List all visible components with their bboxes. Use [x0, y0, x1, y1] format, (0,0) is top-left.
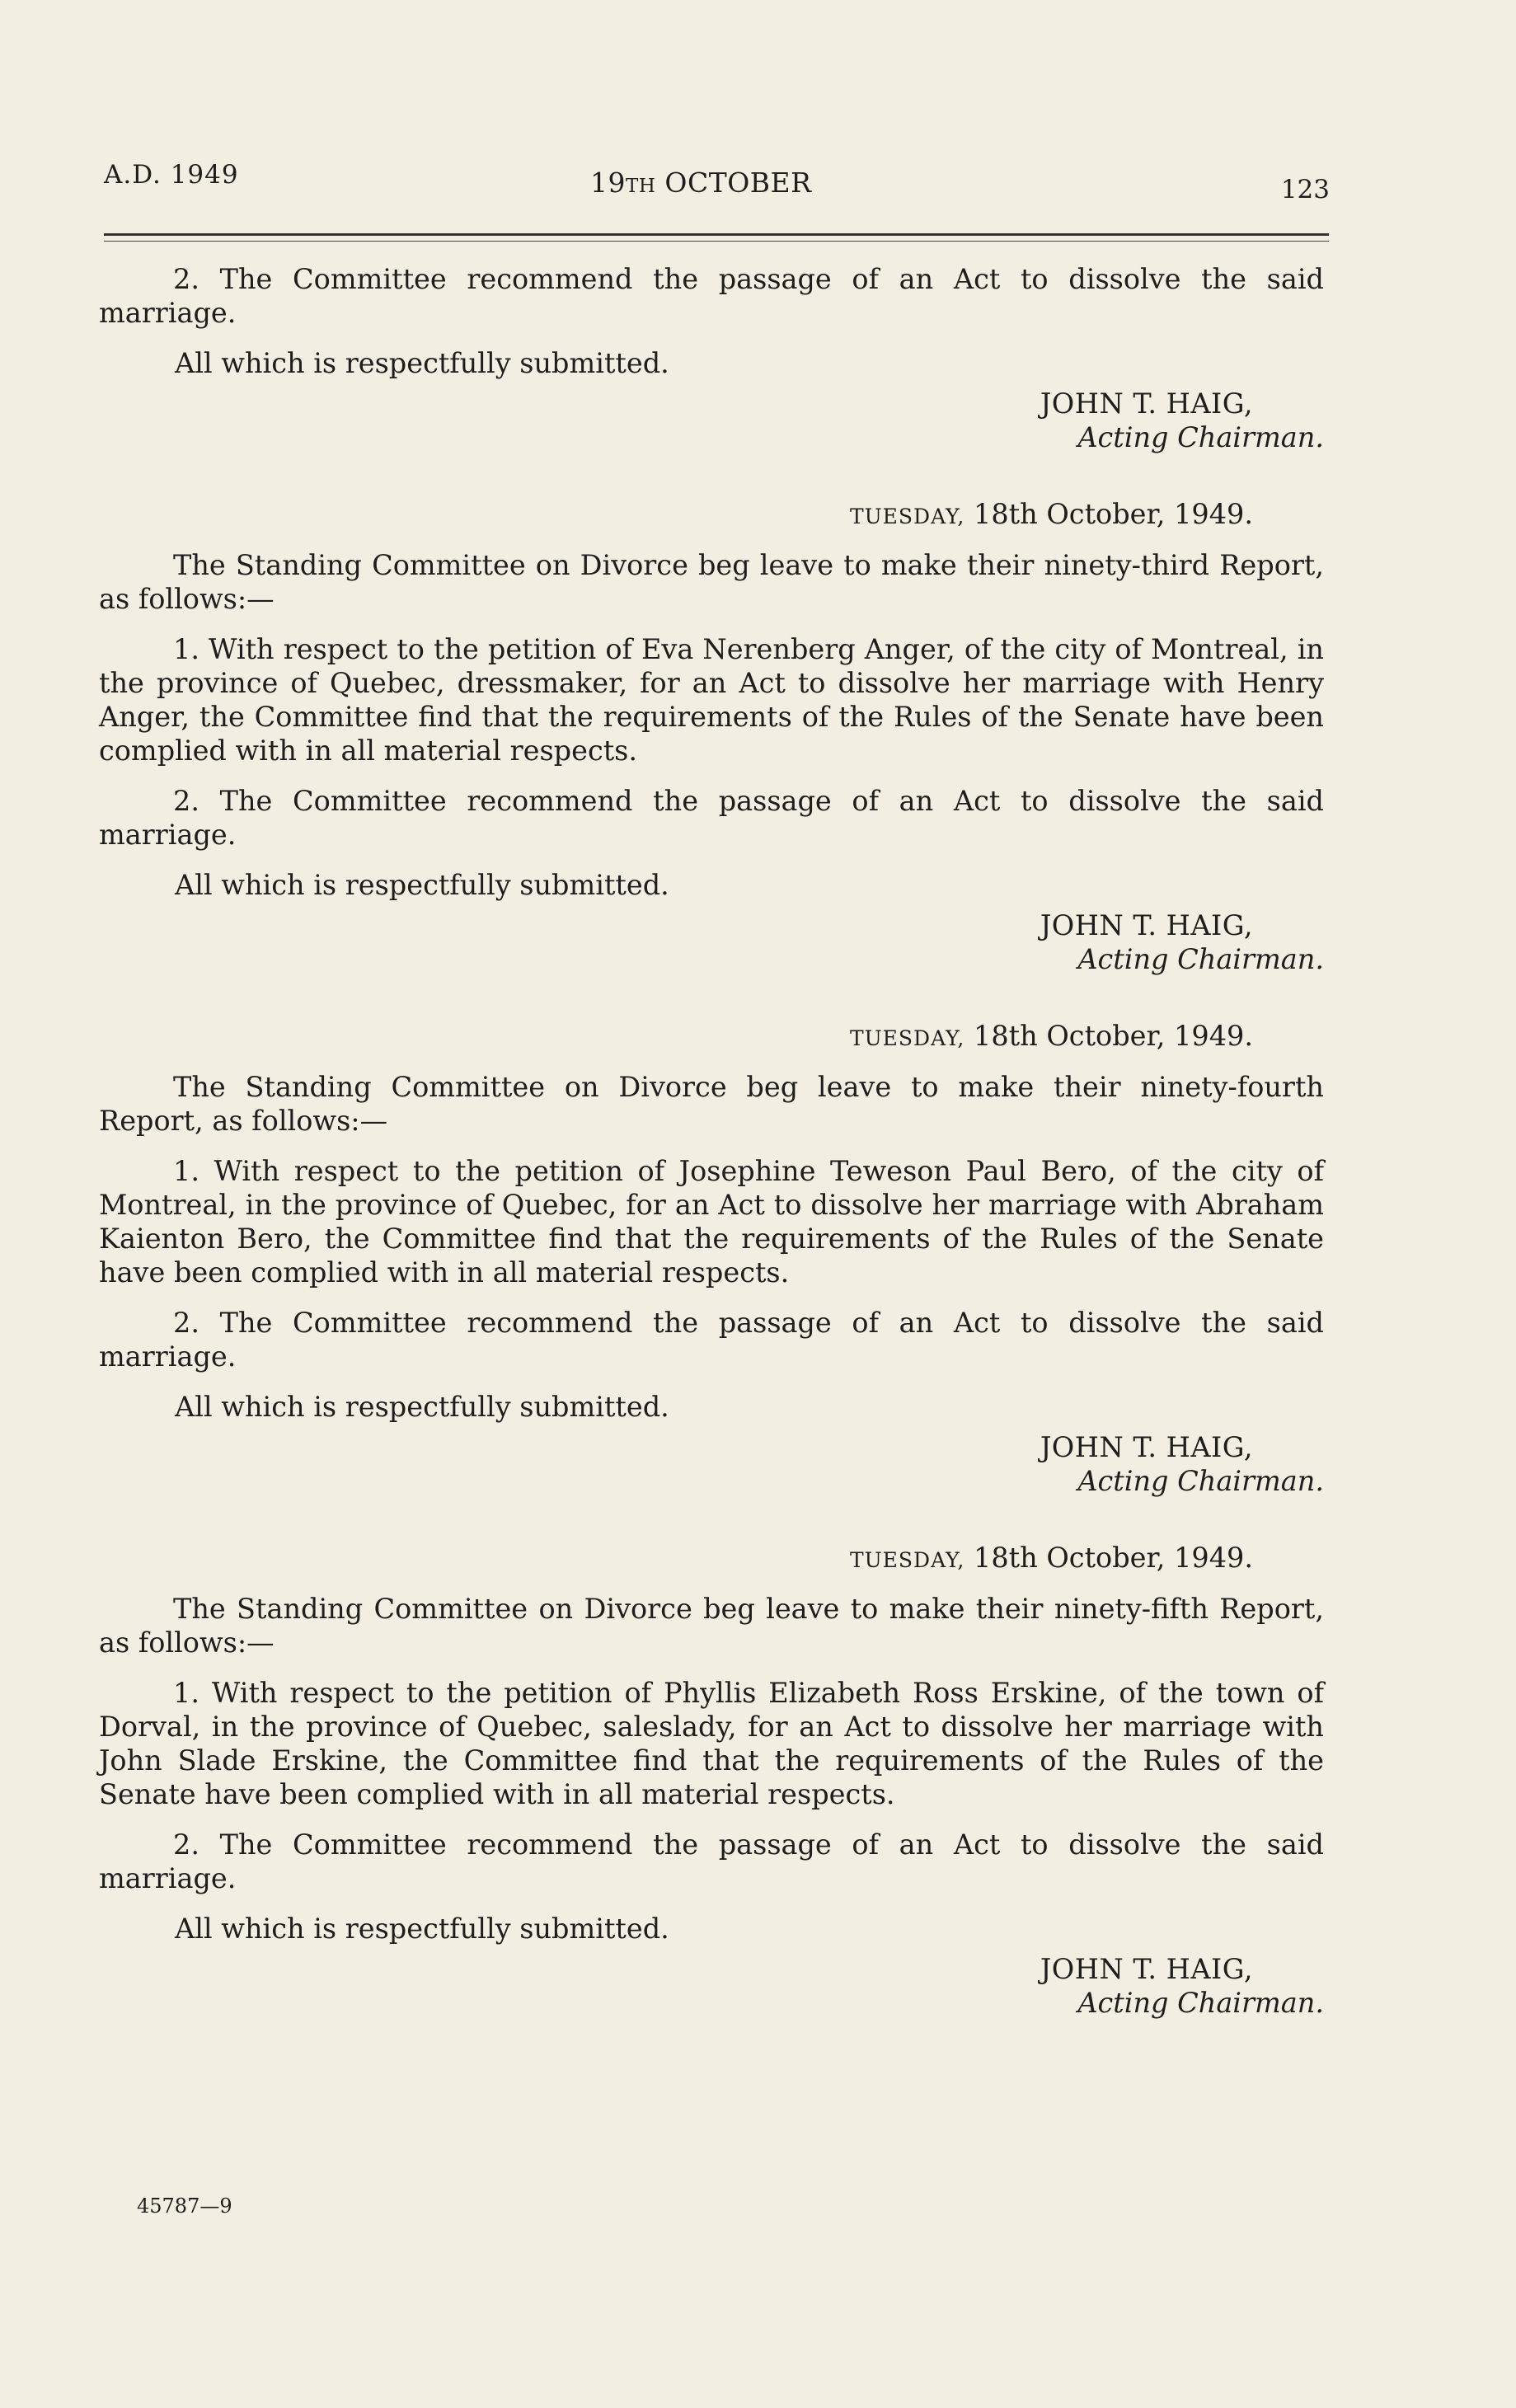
header-date: [590, 167, 811, 199]
report-date-rest: 18th October, 1949.: [965, 498, 1253, 530]
signer-name: JOHN T. HAIG,: [1040, 1431, 1253, 1463]
report-paragraph-2: 2. The Committee recommend the passage of an Act to dissolve the said marriage.: [99, 1307, 1324, 1373]
report-ninety-fifth: [99, 1541, 1324, 2020]
submitted-line: All which is respectfully submitted.: [175, 1913, 669, 1945]
printer-code: 45787—9: [137, 2194, 232, 2218]
header-rule-thick: [104, 233, 1329, 236]
report-intro: The Standing Committee on Divorce beg leave to make their ninety-fifth Report, as follows:—: [99, 1593, 1324, 1659]
signer-title: Acting Chairman.: [1077, 421, 1324, 453]
report-paragraph-2: 2. The Committee recommend the passage of an Act to dissolve the said marriage.: [99, 785, 1324, 851]
submitted-line: All which is respectfully submitted.: [175, 1391, 669, 1423]
signer-title: Acting Chairman.: [1077, 1465, 1324, 1497]
header-rule-thin: [104, 241, 1329, 242]
report-paragraph-2: 2. The Committee recommend the passage of an Act to dissolve the said marriage.: [99, 263, 1324, 329]
signer-name: JOHN T. HAIG,: [1040, 909, 1253, 941]
report-date-rest: 18th October, 1949.: [965, 1542, 1253, 1574]
header-date-suffix: TH: [626, 176, 656, 197]
report-paragraph-2: 2. The Committee recommend the passage of an Act to dissolve the said marriage.: [99, 1828, 1324, 1894]
signer-title: Acting Chairman.: [1077, 1987, 1324, 2019]
continued-report: [99, 262, 1324, 454]
report-date-day: TUESDAY,: [849, 1548, 965, 1572]
report-paragraph-1: 1. With respect to the petition of Phyllis Elizabeth Ross Erskine, of the town of Dorval, in the province of Quebec, saleslady, for an Act to dissolve her marriage with John Slade Erskine, the Committee find that the requirements of the Rules of the Senate have been complied with in all material respects.: [99, 1677, 1324, 1810]
header-date-month: OCTOBER: [664, 167, 812, 199]
report-date: [99, 497, 1324, 533]
submitted-line: All which is respectfully submitted.: [175, 347, 669, 379]
report-date: [99, 1541, 1324, 1577]
report-ninety-fourth: [99, 1019, 1324, 1498]
report-date-day: TUESDAY,: [849, 505, 965, 528]
report-intro: The Standing Committee on Divorce beg leave to make their ninety-fourth Report, as follows:—: [99, 1071, 1324, 1137]
report-paragraph-1: 1. With respect to the petition of Eva Nerenberg Anger, of the city of Montreal, in the province of Quebec, dressmaker, for an Act to dissolve her marriage with Henry Anger, the Committee find that the requirements of the Rules of the Senate have been complied with in all material respects.: [99, 633, 1324, 767]
report-date-rest: 18th October, 1949.: [965, 1020, 1253, 1052]
page-number: 123: [1280, 175, 1330, 204]
submitted-line: All which is respectfully submitted.: [175, 869, 669, 901]
report-ninety-third: [99, 497, 1324, 976]
report-date: [99, 1019, 1324, 1055]
running-head: [104, 155, 1330, 204]
page-body: [99, 262, 1324, 2020]
report-date-day: TUESDAY,: [849, 1026, 965, 1050]
signer-name: JOHN T. HAIG,: [1040, 387, 1253, 420]
report-paragraph-1: 1. With respect to the petition of Josephine Teweson Paul Bero, of the city of Montreal, in the province of Quebec, for an Act to dissolve her marriage with Abraham Kaienton Bero, the Committee find that the requirements of the Rules of the Senate have been complied with in all material respects.: [99, 1155, 1324, 1288]
header-year: A.D. 1949: [104, 160, 239, 190]
header-date-number: 19: [590, 167, 626, 199]
signer-name: JOHN T. HAIG,: [1040, 1953, 1253, 1985]
signer-title: Acting Chairman.: [1077, 943, 1324, 975]
report-intro: The Standing Committee on Divorce beg leave to make their ninety-third Report, as follows:—: [99, 549, 1324, 615]
